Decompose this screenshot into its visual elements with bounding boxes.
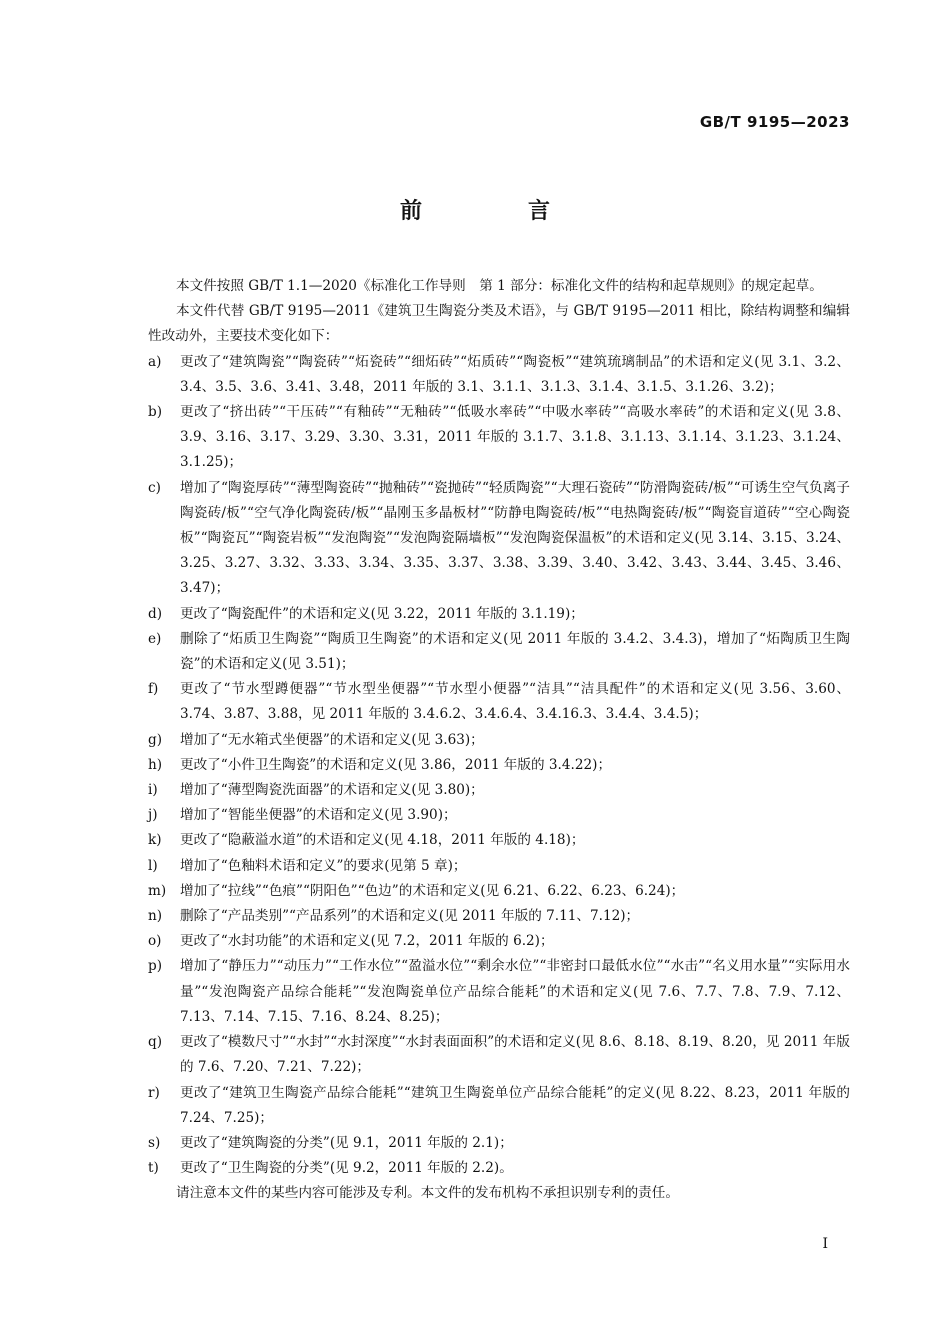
list-item-text: 增加了“色釉料术语和定义”的要求(见第 5 章)； bbox=[180, 857, 467, 874]
list-item-text: 更改了“隐蔽溢水道”的术语和定义(见 4.18，2011 年版的 4.18)； bbox=[180, 832, 585, 849]
changes-list bbox=[148, 350, 850, 1182]
list-item-marker: f) bbox=[148, 681, 159, 698]
list-item bbox=[148, 1156, 850, 1181]
list-item-marker: g) bbox=[148, 731, 163, 748]
list-item bbox=[148, 828, 850, 853]
list-item-marker: o) bbox=[148, 933, 162, 950]
list-item-marker: r) bbox=[148, 1084, 160, 1101]
list-item-marker: p) bbox=[148, 958, 163, 975]
list-item bbox=[148, 904, 850, 929]
list-item-marker: b) bbox=[148, 404, 163, 421]
list-item-text: 更改了“节水型蹲便器”“节水型坐便器”“节水型小便器”“洁具”“洁具配件”的术语和定义(见 3.56、3.60、3.74、3.87、3.88，见 2011 年版的 3.4.6.2、3.4.6.4、3.4.16.3、3.4.4、3.4.5)； bbox=[180, 681, 850, 723]
list-item bbox=[148, 1131, 850, 1156]
list-item bbox=[148, 929, 850, 954]
list-item-marker: n) bbox=[148, 908, 163, 925]
list-item-text: 更改了“水封功能”的术语和定义(见 7.2，2011 年版的 6.2)； bbox=[180, 933, 554, 950]
list-item bbox=[148, 350, 850, 400]
list-item bbox=[148, 728, 850, 753]
list-item bbox=[148, 677, 850, 727]
list-item-text: 增加了“陶瓷厚砖”“薄型陶瓷砖”“抛釉砖”“瓷抛砖”“轻质陶瓷”“大理石瓷砖”“防滑陶瓷砖/板”“可诱生空气负离子陶瓷砖/板”“空气净化陶瓷砖/板”“晶刚玉多晶板材”“防静电陶瓷砖/板”“电热陶瓷砖/板”“陶瓷盲道砖”“空心陶瓷板”“陶瓷瓦”“陶瓷岩板”“发泡陶瓷”“发泡陶瓷隔墙板”“发泡陶瓷保温板”的术语和定义(见 3.14、3.15、3.24、3.25、3.27、3.32、3.33、3.34、3.35、3.37、3.38、3.39、3.40、3.42、3.43、3.44、3.45、3.46、3.47)； bbox=[180, 479, 850, 597]
list-item bbox=[148, 954, 850, 1030]
list-item-marker: m) bbox=[148, 882, 167, 899]
list-item bbox=[148, 778, 850, 803]
list-item-text: 增加了“智能坐便器”的术语和定义(见 3.90)； bbox=[180, 807, 457, 824]
list-item-text: 更改了“小件卫生陶瓷”的术语和定义(见 3.86，2011 年版的 3.4.22)； bbox=[180, 756, 612, 773]
list-item-marker: s) bbox=[148, 1134, 161, 1151]
list-item-text: 删除了“炻质卫生陶瓷”“陶质卫生陶瓷”的术语和定义(见 2011 年版的 3.4.2、3.4.3)，增加了“炻陶质卫生陶瓷”的术语和定义(见 3.51)； bbox=[180, 630, 850, 673]
list-item-marker: e) bbox=[148, 630, 162, 647]
list-item-text: 增加了“拉线”“色痕”“阴阳色”“色边”的术语和定义(见 6.21、6.22、6.23、6.24)； bbox=[180, 882, 685, 899]
intro-paragraph-2: 本文件代替 GB/T 9195—2011《建筑卫生陶瓷分类及术语》，与 GB/T 9195—2011 相比，除结构调整和编辑性改动外，主要技术变化如下： bbox=[148, 303, 850, 345]
foreword-body bbox=[148, 274, 850, 1207]
list-item bbox=[148, 803, 850, 828]
list-item-text: 更改了“陶瓷配件”的术语和定义(见 3.22，2011 年版的 3.1.19)； bbox=[180, 605, 584, 622]
list-item bbox=[148, 1081, 850, 1131]
list-item bbox=[148, 400, 850, 476]
list-item bbox=[148, 627, 850, 677]
list-item-marker: d) bbox=[148, 605, 163, 622]
list-item-marker: k) bbox=[148, 832, 162, 849]
list-item bbox=[148, 854, 850, 879]
list-item-marker: c) bbox=[148, 479, 161, 496]
list-item-text: 更改了“建筑陶瓷的分类”(见 9.1，2011 年版的 2.1)； bbox=[180, 1134, 513, 1151]
list-item-marker: i) bbox=[148, 782, 158, 799]
page-number: I bbox=[822, 1236, 828, 1252]
list-item-text: 更改了“挤出砖”“干压砖”“有釉砖”“无釉砖”“低吸水率砖”“中吸水率砖”“高吸水率砖”的术语和定义(见 3.8、3.9、3.16、3.17、3.29、3.30、3.31，2011 年版的 3.1.7、3.1.8、3.1.13、3.1.14、3.1.23、3.1.24、3.1.25)； bbox=[180, 404, 850, 471]
list-item-marker: h) bbox=[148, 756, 163, 773]
list-item bbox=[148, 879, 850, 904]
list-item-text: 删除了“产品类别”“产品系列”的术语和定义(见 2011 年版的 7.11、7.12)； bbox=[180, 908, 640, 925]
list-item-text: 更改了“模数尺寸”“水封”“水封深度”“水封表面面积”的术语和定义(见 8.6、8.18、8.19、8.20，见 2011 年版的 7.6、7.20、7.21、7.22)； bbox=[180, 1034, 850, 1076]
list-item bbox=[148, 476, 850, 602]
list-item-marker: q) bbox=[148, 1034, 163, 1051]
list-item bbox=[148, 1030, 850, 1080]
list-item bbox=[148, 753, 850, 778]
list-item-marker: t) bbox=[148, 1160, 159, 1177]
standard-code: GB/T 9195—2023 bbox=[699, 113, 850, 131]
list-item-text: 更改了“卫生陶瓷的分类”(见 9.2，2011 年版的 2.2)。 bbox=[180, 1160, 513, 1177]
list-item-text: 更改了“建筑陶瓷”“陶瓷砖”“炻瓷砖”“细炻砖”“炻质砖”“陶瓷板”“建筑琉璃制品”的术语和定义(见 3.1、3.2、3.4、3.5、3.6、3.41、3.48，2011 年版的 3.1、3.1.1、3.1.3、3.1.4、3.1.5、3.1.26、3.2)； bbox=[180, 353, 850, 395]
list-item-text: 增加了“无水箱式坐便器”的术语和定义(见 3.63)； bbox=[180, 731, 484, 748]
list-item-marker: j) bbox=[148, 807, 158, 824]
list-item bbox=[148, 602, 850, 627]
list-item-text: 增加了“薄型陶瓷洗面器”的术语和定义(见 3.80)； bbox=[180, 782, 484, 799]
list-item-marker: a) bbox=[148, 353, 162, 370]
list-item-text: 增加了“静压力”“动压力”“工作水位”“盈溢水位”“剩余水位”“非密封口最低水位”“水击”“名义用水量”“实际用水量”“发泡陶瓷产品综合能耗”“发泡陶瓷单位产品综合能耗”的术语和定义(见 7.6、7.7、7.8、7.9、7.12、7.13、7.14、7.15、7.16、8.24、8.25)； bbox=[180, 958, 850, 1025]
list-item-marker: l) bbox=[148, 857, 158, 874]
intro-paragraph-1: 本文件按照 GB/T 1.1—2020《标准化工作导则 第 1 部分：标准化文件的结构和起草规则》的规定起草。 bbox=[176, 278, 823, 294]
page-title: 前 言 bbox=[399, 199, 592, 224]
list-item-text: 更改了“建筑卫生陶瓷产品综合能耗”“建筑卫生陶瓷单位产品综合能耗”的定义(见 8.22、8.23，2011 年版的 7.24、7.25)； bbox=[180, 1084, 850, 1126]
closing-paragraph: 请注意本文件的某些内容可能涉及专利。本文件的发布机构不承担识别专利的责任。 bbox=[176, 1185, 679, 1202]
